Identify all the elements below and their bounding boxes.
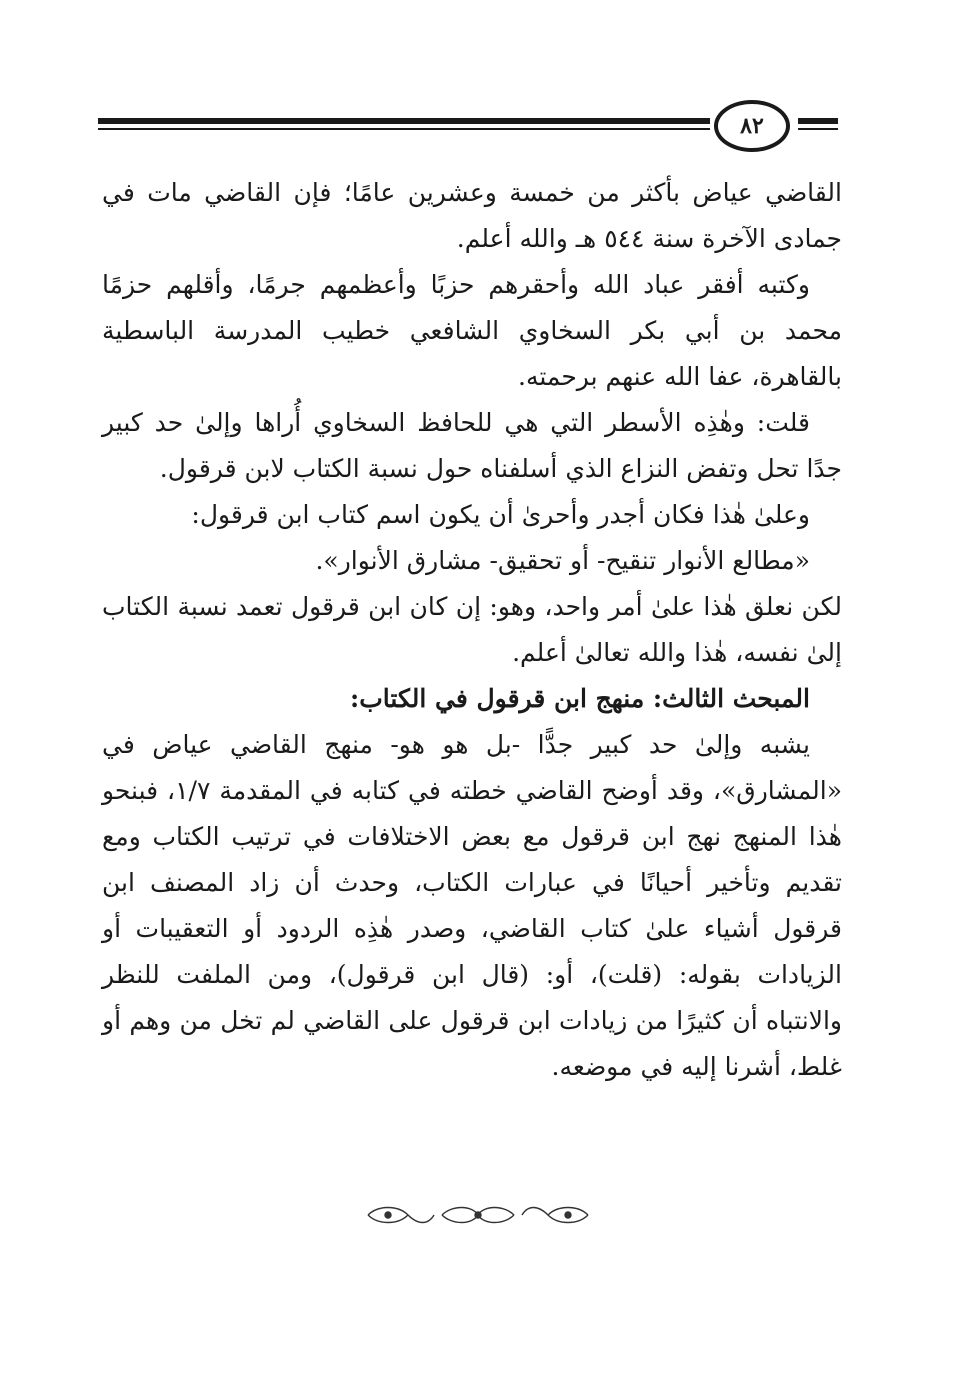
page-body <box>102 170 842 1090</box>
section-heading: المبحث الثالث: منهج ابن قرقول في الكتاب: <box>350 684 810 713</box>
header-rule-thick <box>98 118 710 124</box>
paragraph-colophon: وكتبه أفقر عباد الله وأحقرهم حزبًا وأعظمهم جرمًا، وأقلهم حزمًا محمد بن أبي بكر السخاوي الشافعي خطيب المدرسة الباسطية بالقاهرة، عفا الله عنهم برحمته. <box>102 270 842 391</box>
header-rule-thin <box>98 128 710 130</box>
page-number: ٨٢ <box>714 100 790 152</box>
paragraph-caveat: لكن نعلق هٰذا علىٰ أمر واحد، وهو: إن كان ابن قرقول تعمد نسبة الكتاب إلىٰ نفسه، هٰذا والله تعالىٰ أعلم. <box>102 592 842 667</box>
page-header <box>98 98 842 152</box>
paragraph-title-quote: «مطالع الأنوار تنقيح- أو تحقيق- مشارق الأنوار». <box>315 546 810 575</box>
paragraph-note: قلت: وهٰذِه الأسطر التي هي للحافظ السخاوي أُراها وإلىٰ حد كبير جدًا تحل وتفض النزاع الذي أسلفناه حول نسبة الكتاب لابن قرقول. <box>102 408 842 483</box>
header-rule-right-thick <box>798 118 838 124</box>
end-ornament-icon <box>358 1200 598 1230</box>
paragraph-method: يشبه وإلىٰ حد كبير جدًّا -بل هو هو- منهج القاضي عياض في «المشارق»، وقد أوضح القاضي خطته في كتابه في المقدمة ١/٧، فبنحو هٰذا المنهج نهج ابن قرقول مع بعض الاختلافات في ترتيب الكتاب ومع تقديم وتأخير أحيانًا في عبارات الكتاب، وحدث أن زاد المصنف ابن قرقول أشياء علىٰ كتاب القاضي، وصدر هٰذِه الردود أو التعقيبات أو الزيادات بقوله: (قلت)، أو: (قال ابن قرقول)، ومن الملفت للنظر والانتباه أن كثيرًا من زيادات ابن قرقول على القاضي لم تخل من وهم أو غلط، أشرنا إليه في موضعه. <box>102 730 843 1081</box>
paragraph-conclusion: وعلىٰ هٰذا فكان أجدر وأحرىٰ أن يكون اسم كتاب ابن قرقول: <box>191 500 810 529</box>
paragraph-continuation: القاضي عياض بأكثر من خمسة وعشرين عامًا؛ فإن القاضي مات في جمادى الآخرة سنة ٥٤٤ هـ والله أعلم. <box>102 178 842 253</box>
header-rule-right-thin <box>798 128 838 130</box>
